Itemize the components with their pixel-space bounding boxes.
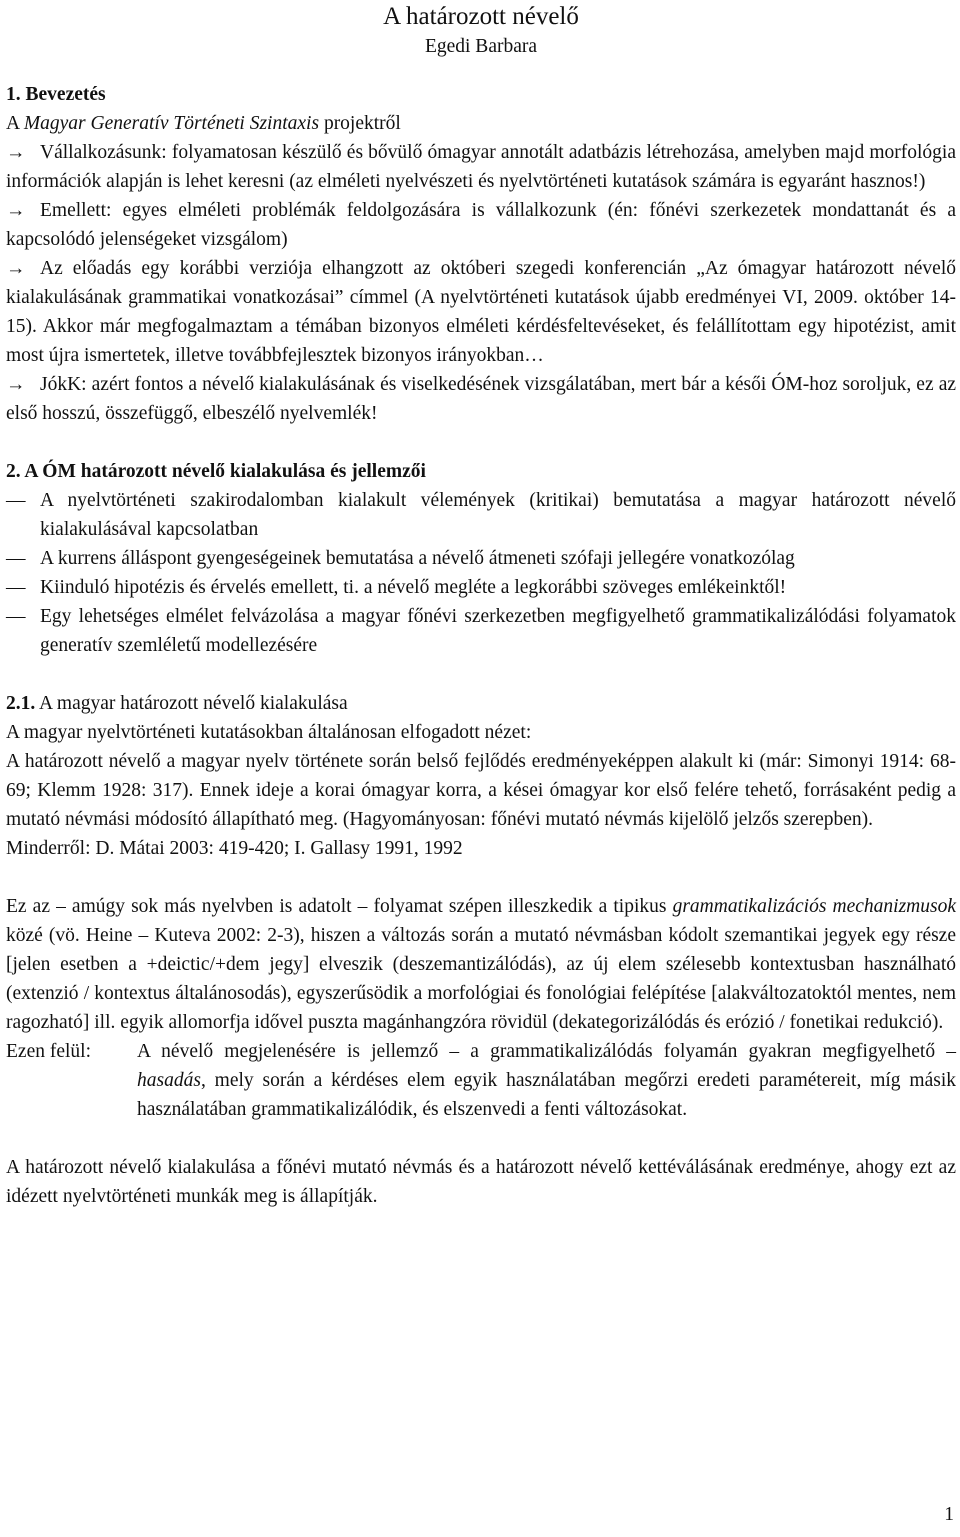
section-2-heading: 2. A ÓM határozott névelő kialakulása és jellemzői [6, 461, 426, 482]
document-author: Egedi Barbara [424, 36, 538, 57]
page-number: 1 [944, 1504, 954, 1525]
document-page [6, 0, 956, 1211]
paragraph: A határozott névelő a magyar nyelv története során belső fejlődés eredményeképpen alakult ki (már: Simonyi 1914: 68-69; Klemm 1928: 317). Ennek ideje a korai ómagyar korra, a kései ómagyar kor első felére tehető, forrásaként pedig a mutató névmási módosító állapítható meg. (Hagyományosan: főnévi mutató névmás kijelölő jelzős szerepben). [6, 751, 956, 830]
document-title: A határozott névelő [383, 3, 579, 30]
paragraph: Ez az – amúgy sok más nyelvben is adatolt – folyamat szépen illeszkedik a tipikus grammatikalizációs mechanizmusok közé (vö. Heine – Kuteva 2002: 2-3), hiszen a változás során a mutató névmásban kódolt szemantikai jegyek egy része [jelen esetben a +deictic/+dem jegy] elveszik (deszemantizálódás), az új elem szélesebb kontextusban használható (extenzió / kontextus általánosodás), egyszerűsödik a morfológiai és fonológiai felépítése [alakváltozatoktól mentes, nem ragozható] ill. egyik allomorfja idővel puszta magánhangzóra rövidül (dekategorizálódás és erózió / fonetikai redukció). [6, 896, 956, 1033]
paragraph: Minderről: D. Mátai 2003: 419-420; I. Gallasy 1991, 1992 [6, 838, 463, 859]
arrow-icon: → [6, 374, 26, 395]
arrow-icon: → [6, 200, 26, 221]
section-1-point-1: → Vállalkozásunk: folyamatosan készülő és bővülő ómagyar annotált adatbázis létrehozása, amelyben majd morfológia információk alapján is lehet keresni (az elméleti nyelvészeti és nyelvtörténeti kutatások számára is egyaránt hasznos!) [6, 138, 956, 196]
section-2-1-heading: 2.1. A magyar határozott névelő kialakulása [6, 693, 348, 714]
section-1-intro: A Magyar Generatív Történeti Szintaxis projektről [6, 113, 401, 134]
list-item: — A kurrens álláspont gyengeségeinek bemutatása a névelő átmeneti szófaji jellegére vonatkozólag [6, 544, 956, 573]
arrow-icon: → [6, 142, 26, 163]
list-item: — Egy lehetséges elmélet felvázolása a magyar főnévi szerkezetben megfigyelhető grammatikalizálódási folyamatok generatív szemléletű modellezésére [6, 602, 956, 660]
dash-icon: — [6, 577, 26, 598]
ezen-felul-text: A névelő megjelenésére is jellemző – a grammatikalizálódás folyamán gyakran megfigyelhető – hasadás, mely során a kérdéses elem egyik használatában megőrzi eredeti paramétereit, míg másik használatában grammatikalizálódik, és elszenvedi a fenti változásokat. [137, 1041, 956, 1120]
dash-icon: — [6, 490, 26, 511]
arrow-icon: → [6, 258, 26, 279]
paragraph: A határozott névelő kialakulása a főnévi mutató névmás és a határozott névelő kettéválásának eredménye, ahogy ezt az idézett nyelvtörténeti munkák meg is állapítják. [6, 1157, 956, 1207]
paragraph: A magyar nyelvtörténeti kutatásokban általánosan elfogadott nézet: [6, 722, 532, 743]
section-1-point-3: → Az előadás egy korábbi verziója elhangzott az októberi szegedi konferencián „Az ómagyar határozott névelő kialakulásának grammatikai vonatkozásai” címmel (A nyelvtörténeti kutatások újabb eredményei VI, 2009. október 14-15). Akkor már megfogalmaztam a témában bizonyos elméleti kérdésfeltevéseket, és felállítottam egy hipotézist, amit most újra ismertetek, illetve továbbfejlesztek bizonyos irányokban… [6, 254, 956, 370]
dash-icon: — [6, 548, 26, 569]
section-1-heading: 1. Bevezetés [6, 84, 106, 105]
section-1-point-4: → JókK: azért fontos a névelő kialakulásának és viselkedésének vizsgálatában, mert bár a késői ÓM-hoz soroljuk, ez az első hosszú, összefüggő, elbeszélő nyelvemlék! [6, 370, 956, 428]
list-item: — Kiinduló hipotézis és érvelés emellett, ti. a névelő megléte a legkorábbi szöveges emlékeinktől! [6, 573, 956, 602]
list-item: — A nyelvtörténeti szakirodalomban kialakult vélemények (kritikai) bemutatása a magyar határozott névelő kialakulásával kapcsolatban [6, 486, 956, 544]
ezen-felul-label: Ezen felül: [6, 1041, 91, 1062]
ezen-felul-block [6, 1037, 956, 1124]
dash-icon: — [6, 606, 26, 627]
section-1-point-2: → Emellett: egyes elméleti problémák feldolgozására is vállalkozunk (én: főnévi szerkezetek mondattanát és a kapcsolódó jelenségeket vizsgálom) [6, 196, 956, 254]
